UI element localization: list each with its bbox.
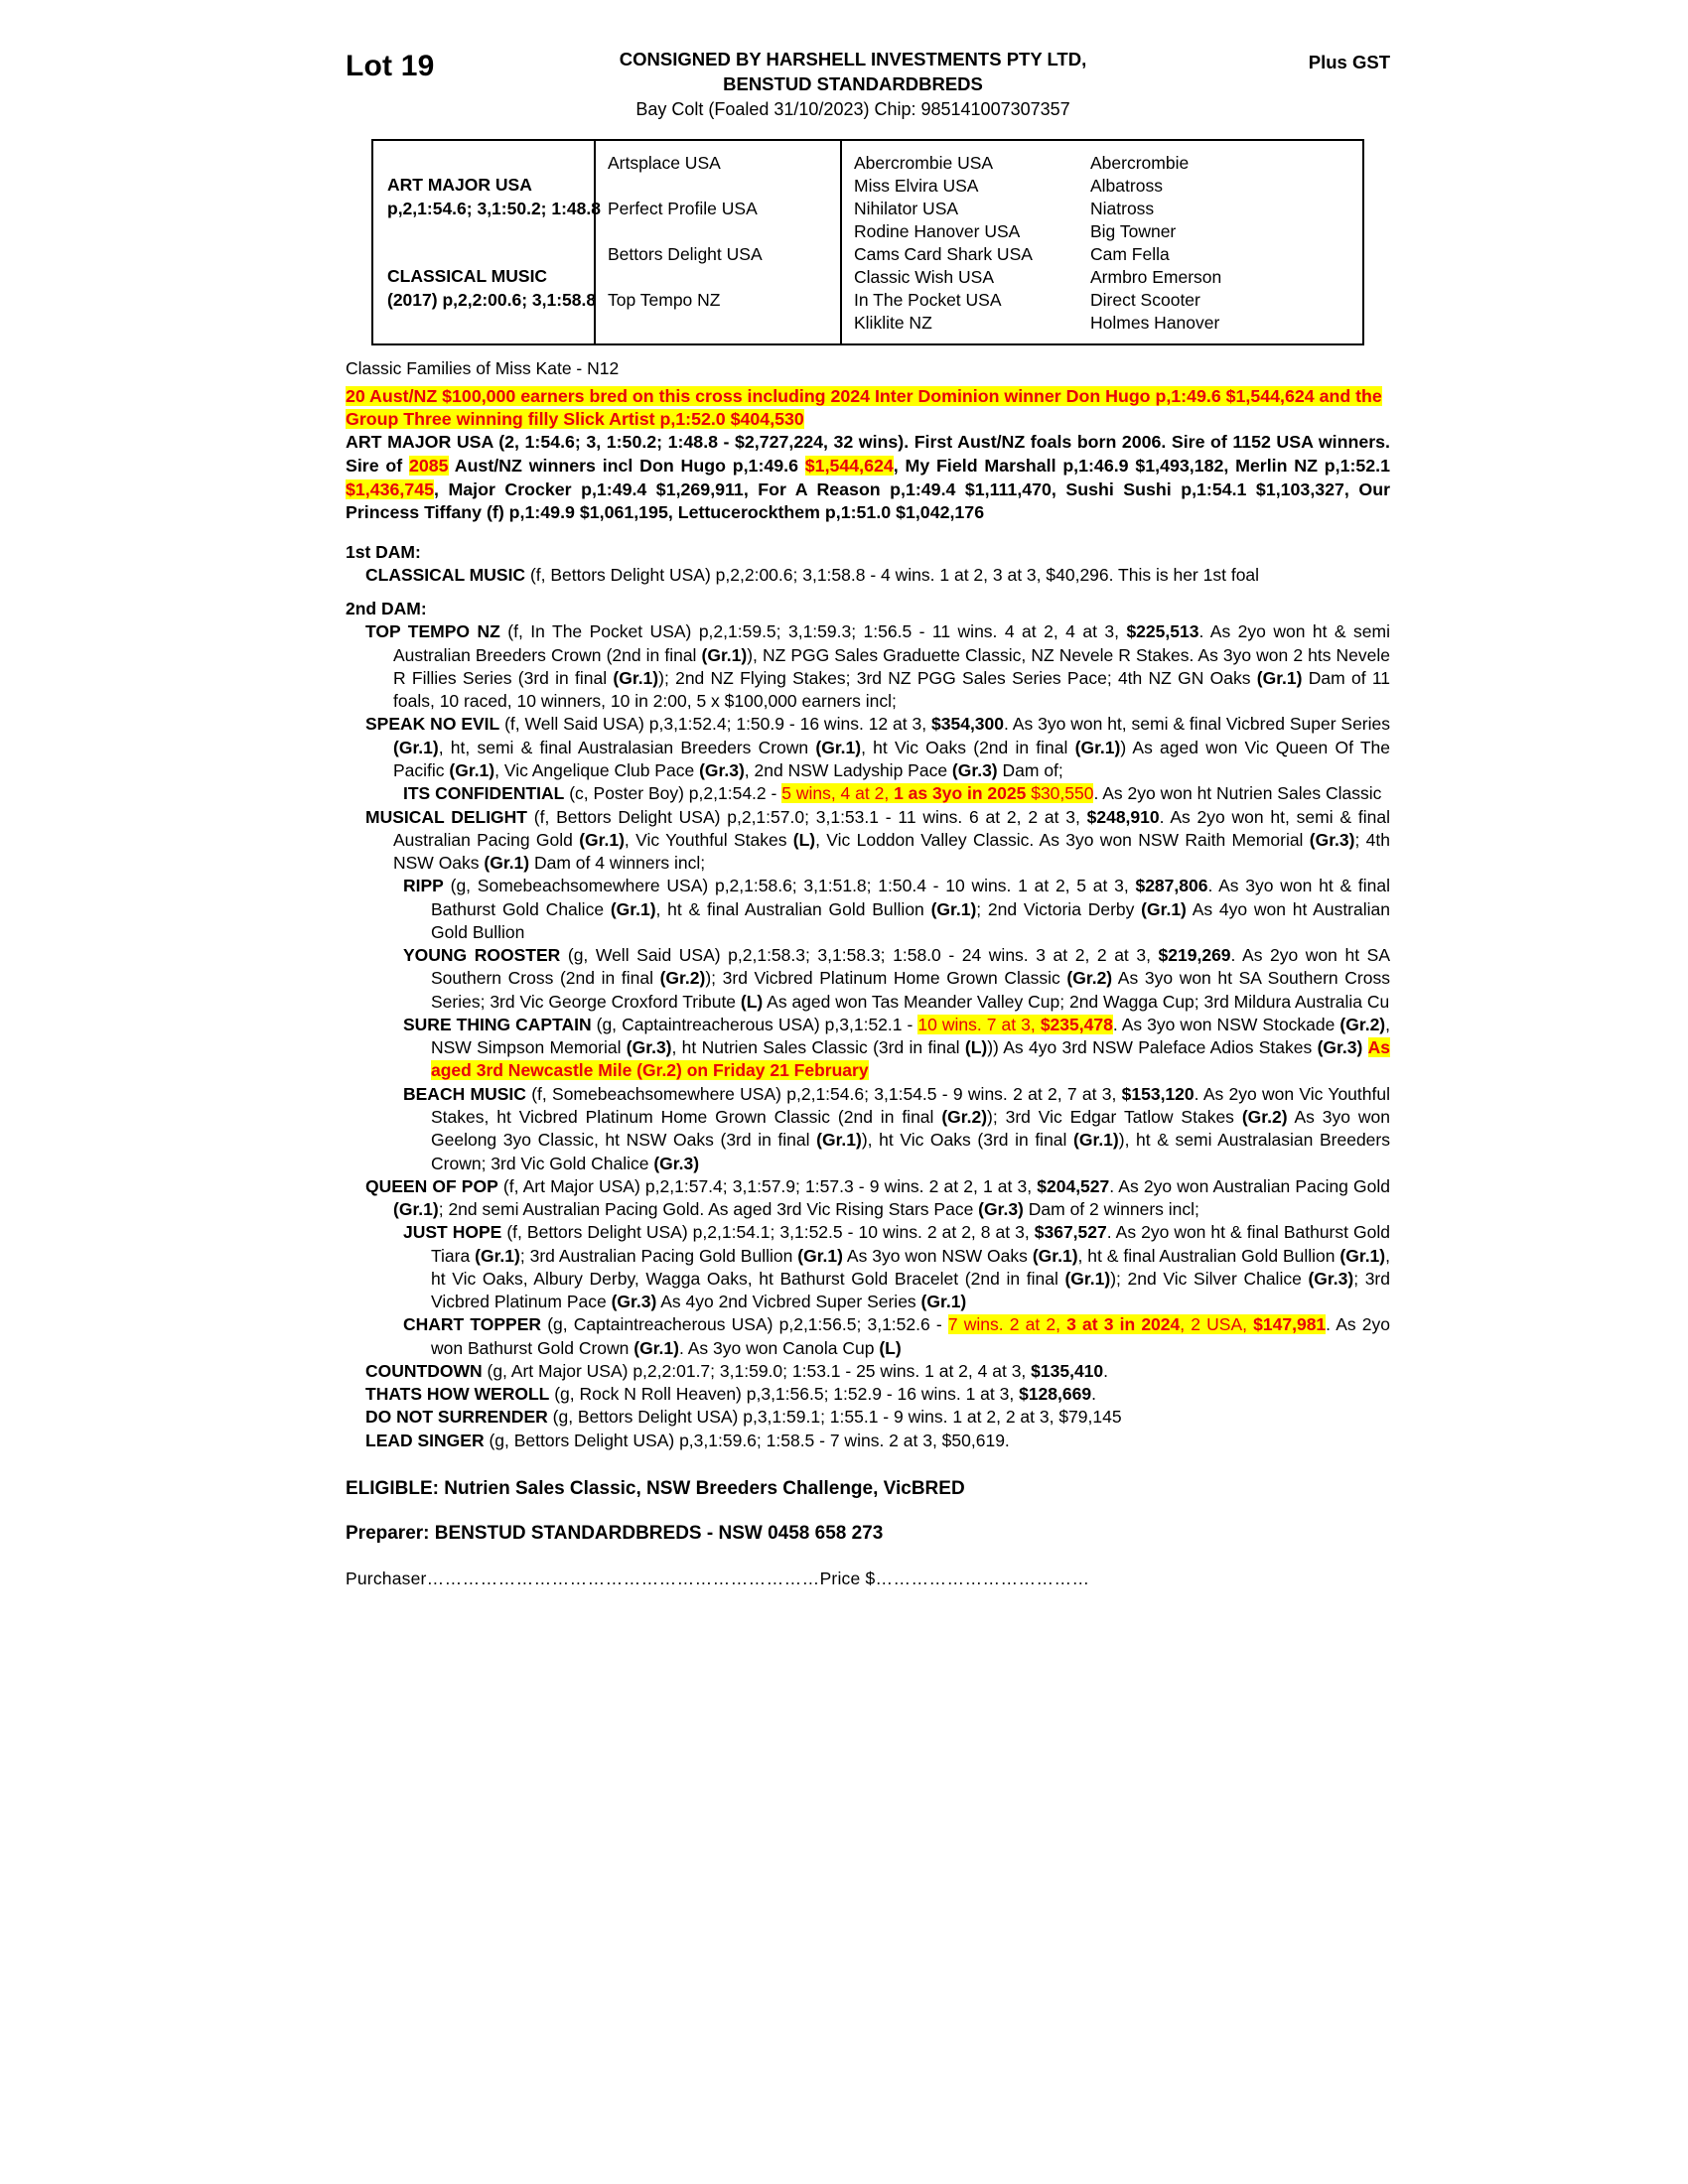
great-grandparent-7: In The Pocket USA [854,290,1002,310]
great-grandparent-3: Nihilator USA [854,199,959,218]
progeny-text-segment: (f, Somebeachsomewhere USA) p,2,1:54.6; 3,1:54.5 - 9 wins. 2 at 2, 7 at 3, [525,1083,1122,1104]
second-dam-gr1: (Gr.1) [701,644,748,665]
progeny-text-segment: (Gr.1) [797,1245,843,1266]
progeny-text-segment: (Gr.1) [393,1199,439,1220]
grandparent-2: Perfect Profile USA [608,199,758,218]
progeny-text-segment: As aged 3rd Newcastle Mile (Gr.2) on Friday 21 February [431,1037,1390,1081]
great-grandparent-1: Abercrombie USA [854,153,994,173]
progeny-text-segment: (Gr.1) [930,898,977,919]
dam-name: CLASSICAL MUSIC [387,266,548,286]
progeny-text-segment: (f, Bettors Delight USA) p,2,1:57.0; 3,1:53.1 - 11 wins. 6 at 2, 2 at 3, [527,806,1087,827]
progeny-text-segment: $153,120 [1121,1083,1195,1104]
progeny-text-segment: (g, Rock N Roll Heaven) p,3,1:56.5; 1:52.9 - 16 wins. 1 at 3, [549,1384,1020,1405]
progeny-name: QUEEN OF POP [365,1175,498,1196]
gg-grandparent-5: Cam Fella [1090,244,1170,264]
progeny-text-segment: (Gr.1) [484,853,530,874]
progeny-text-segment: 5 wins, 4 at 2, [781,783,895,804]
progeny-text-segment: ; 2nd semi Australian Pacing Gold. As aged 3rd Vic Rising Stars Pace [438,1199,979,1220]
progeny-text-segment: (Gr.3) [1308,1268,1354,1289]
gg-grandparent-3: Niatross [1090,199,1155,218]
progeny-text-segment: (L) [964,1037,988,1058]
progeny-text-segment: (Gr.1) [633,1337,679,1358]
progeny-text-segment: , ht, semi & final Australasian Breeders Crown [438,737,816,757]
progeny-entry [346,1221,1390,1313]
progeny-text-segment: $147,981 [1253,1314,1327,1335]
sire-paragraph-t4: , Major Crocker p,1:49.4 $1,269,911, For A Reason p,1:49.4 $1,111,470, Sushi Sushi p,1:54.1 $1,103,327, Our Princess Tiffany (f) p,1:49.9 $1,061,195, Lettucerockthem p,1:51.0 $1,042,176 [346,478,1390,523]
progeny-entry [346,782,1390,805]
progeny-text-segment: (Gr.1) [1073,1130,1119,1151]
progeny-text-segment: (Gr.1) [393,737,439,757]
progeny-name: CHART TOPPER [403,1314,542,1335]
progeny-text-segment: (Gr.1) [449,760,495,781]
preparer-line: Preparer: BENSTUD STANDARDBREDS - NSW 0458 658 273 [346,1523,884,1545]
progeny-text-segment: ; 3rd Australian Pacing Gold Bullion [519,1245,798,1266]
classic-families-line: Classic Families of Miss Kate - N12 [346,358,620,378]
progeny-text-segment: Dam of; [997,760,1063,781]
consignor-block [346,48,1390,96]
progeny-name: COUNTDOWN [365,1360,483,1381]
progeny-text-segment: $287,806 [1135,876,1208,896]
progeny-text-segment: (g, Captaintreacherous USA) p,2,1:56.5; 3,1:52.6 - [541,1314,948,1335]
cross-highlight-note [346,385,1390,431]
progeny-entry [346,806,1390,876]
progeny-text-segment: 7 wins. 2 at 2, [947,1314,1067,1335]
progeny-text-segment: (Gr.1) [815,737,862,757]
progeny-text-segment: ; 3rd Vicbred Platinum Pace [431,1268,1390,1312]
progeny-list [346,713,1390,1452]
progeny-name: YOUNG ROOSTER [403,945,561,966]
great-grandparent-5: Cams Card Shark USA [854,244,1033,264]
progeny-text-segment: ) As aged won Vic Queen Of The Pacific [393,737,1390,781]
progeny-text-segment: ), ht & semi Australasian Breeders Crown; 3rd Vic Gold Chalice [431,1130,1390,1173]
grandparent-1: Artsplace USA [608,153,721,173]
progeny-text-segment: (f, Well Said USA) p,3,1:52.4; 1:50.9 - 16 wins. 12 at 3, [499,714,932,735]
progeny-text-segment: , 2nd NSW Ladyship Pace [744,760,952,781]
gg-grandparent-4: Big Towner [1090,221,1177,241]
progeny-text-segment: $367,527 [1034,1222,1107,1243]
progeny-text-segment: ; 2nd Victoria Derby [976,898,1142,919]
progeny-entry [346,875,1390,944]
grandparent-4: Top Tempo NZ [608,290,721,310]
dam-record: (2017) p,2,2:00.6; 3,1:58.8 [387,290,597,310]
progeny-text-segment: As 3yo won NSW Oaks [842,1245,1033,1266]
progeny-name: ITS CONFIDENTIAL [403,783,565,804]
progeny-text-segment: (Gr.3) [1309,829,1355,850]
progeny-text-segment: $135,410 [1031,1360,1104,1381]
progeny-text-segment: (Gr.1) [1064,1268,1111,1289]
second-dam-t4: ); 2nd NZ Flying Stakes; 3rd NZ PGG Sales Series Pace; 4th NZ GN Oaks [658,667,1257,688]
second-dam-gr3: (Gr.1) [1256,667,1303,688]
progeny-text-segment: (Gr.2) [1339,1014,1386,1034]
purchaser-label: Purchaser [346,1569,427,1589]
sire-paragraph-t1: (2, 1:54.6; 3, 1:50.2; 1:48.8 - $2,727,224, 32 wins). First Aust/NZ foals born 2006. Sire of 1152 USA winners. Sire of [346,432,1390,476]
sire-usa-winners-count: 2085 [409,456,449,476]
progeny-name: LEAD SINGER [365,1430,485,1450]
pedigree-divider-2 [840,141,842,343]
progeny-text-segment: . As 3yo won ht & final Bathurst Gold Chalice [431,876,1390,919]
progeny-text-segment: . As 2yo won ht & final Bathurst Gold Tiara [431,1222,1390,1266]
progeny-text-segment: (Gr.2) [941,1107,988,1127]
price-label: Price $ [819,1569,876,1589]
progeny-text-segment: (Gr.3) [978,1199,1024,1220]
pedigree-table [371,139,1364,345]
progeny-name: JUST HOPE [403,1222,502,1243]
progeny-text-segment: . As 3yo won NSW Stockade [1112,1014,1340,1034]
progeny-text-segment: (g, Well Said USA) p,2,1:58.3; 3,1:58.3; 1:58.0 - 24 wins. 3 at 2, 2 at 3, [560,945,1159,966]
purchaser-footer [346,1568,1390,1590]
progeny-text-segment: (L) [879,1337,902,1358]
progeny-entry [346,1406,1390,1429]
progeny-text-segment: , Vic Youthful Stakes [624,829,793,850]
progeny-text-segment: (Gr.1) [920,1292,967,1312]
progeny-entry [346,944,1390,1014]
progeny-text-segment: (L) [792,829,816,850]
progeny-text-segment: (g, Somebeachsomewhere USA) p,2,1:58.6; 3,1:51.8; 1:50.4 - 10 wins. 1 at 2, 5 at 3, [443,876,1136,896]
gg-grandparent-6: Armbro Emerson [1090,267,1222,287]
progeny-text-segment: (f, Art Major USA) p,2,1:57.4; 3,1:57.9; 1:57.3 - 9 wins. 2 at 2, 1 at 3, [497,1175,1038,1196]
progeny-name: THATS HOW WEROLL [365,1384,550,1405]
sire-record: p,2,1:54.6; 3,1:50.2; 1:48.8 [387,199,601,218]
gg-grandparent-1: Abercrombie [1090,153,1190,173]
first-dam-name: CLASSICAL MUSIC [365,565,526,586]
progeny-text-segment: , ht Nutrien Sales Classic (3rd in final [671,1037,965,1058]
great-grandparent-6: Classic Wish USA [854,267,994,287]
progeny-name: BEACH MUSIC [403,1083,526,1104]
progeny-entry [346,1083,1390,1175]
progeny-text-segment: (Gr.1) [579,829,625,850]
progeny-text-segment: (Gr.1) [1074,737,1121,757]
progeny-text-segment: . As 2yo won Vic Youthful Stakes, ht Vicbred Platinum Home Grown Classic (2nd in final [431,1083,1390,1127]
price-dots-2[interactable]: ………… [1018,1569,1090,1589]
progeny-name: SURE THING CAPTAIN [403,1014,592,1034]
progeny-entry [346,1313,1390,1360]
progeny-text-segment: (Gr.1) [475,1245,520,1266]
page-header [346,48,1390,133]
sire-paragraph-t3: , My Field Marshall p,1:46.9 $1,493,182, Merlin NZ p,1:52.1 [893,456,1391,476]
progeny-text-segment: . As 2yo won ht SA Southern Cross (2nd in final [431,945,1391,989]
progeny-text-segment: . As 2yo won Bathurst Gold Crown [431,1314,1391,1358]
price-dots[interactable]: …………………… [875,1569,1019,1589]
progeny-text-segment: (Gr.3) [699,760,745,781]
progeny-text-segment: As 3yo won ht SA Southern Cross Series; 3rd Vic George Croxford Tribute [431,968,1390,1012]
grandparent-3: Bettors Delight USA [608,244,763,264]
progeny-name: DO NOT SURRENDER [365,1407,548,1428]
progeny-text-segment: ); 2nd Vic Silver Chalice [1110,1268,1309,1289]
sire-earner-1-money: $1,544,624 [804,456,894,476]
progeny-name: RIPP [403,876,444,896]
progeny-text-segment: (Gr.3) [951,760,998,781]
progeny-text-segment: $248,910 [1086,806,1160,827]
progeny-entry [346,1430,1390,1452]
progeny-text-segment: . As 2yo won Australian Pacing Gold [1109,1175,1391,1196]
progeny-text-segment: )) As 4yo 3rd NSW Paleface Adios Stakes [987,1037,1318,1058]
progeny-entry [346,1175,1390,1222]
progeny-text-segment: (c, Poster Boy) p,2,1:54.2 - [564,783,782,804]
sire-paragraph [346,431,1390,525]
progeny-entry [346,1014,1390,1083]
progeny-text-segment: $128,669 [1019,1384,1092,1405]
progeny-text-segment: , ht Vic Oaks, Albury Derby, Wagga Oaks, ht Bathurst Gold Bracelet (2nd in final [431,1245,1390,1289]
gg-grandparent-7: Direct Scooter [1090,290,1200,310]
progeny-entry [346,1383,1390,1406]
progeny-text-segment: (g, Bettors Delight USA) p,3,1:59.1; 1:55.1 - 9 wins. 1 at 2, 2 at 3, $79,145 [547,1407,1122,1428]
progeny-text-segment: 1 as 3yo in 2025 [894,783,1027,804]
progeny-entry [346,713,1390,782]
progeny-name: SPEAK NO EVIL [365,714,500,735]
pedigree-divider-1 [594,141,596,343]
progeny-text-segment: Dam of 2 winners incl; [1023,1199,1199,1220]
gg-grandparent-8: Holmes Hanover [1090,313,1220,333]
cross-note-text: 20 Aust/NZ $100,000 earners bred on this cross including 2024 Inter Dominion winner Don Hugo p,1:49.6 $1,544,624 and the Group Three winning filly Slick Artist p,1:52.0 $404,530 [346,386,1382,430]
progeny-text-segment: , ht & final Australian Gold Bullion [1077,1245,1340,1266]
progeny-text-segment: . [1103,1360,1109,1381]
great-grandparent-2: Miss Elvira USA [854,176,979,196]
progeny-text-segment: . As 3yo won ht, semi & final Vicbred Super Series [1004,714,1391,735]
progeny-text-segment: (Gr.2) [659,968,706,989]
second-dam-t3: ), NZ PGG Sales Graduette Classic, NZ Nevele R Stakes. As 3yo won 2 hts Nevele R Fillies Series (3rd in final [393,644,1390,688]
progeny-text-segment: As 4yo 2nd Vicbred Super Series [656,1292,921,1312]
progeny-text-segment: ; 4th NSW Oaks [393,829,1390,874]
progeny-text-segment: (Gr.1) [610,898,656,919]
progeny-text-segment: , Vic Angelique Club Pace [494,760,700,781]
second-dam-earnings: $225,513 [1126,621,1199,642]
purchaser-dots[interactable]: ………………………………………………………… [426,1569,820,1589]
second-dam-heading: 2nd DAM: [346,599,427,619]
progeny-text-segment: (Gr.1) [1339,1245,1386,1266]
plus-gst-label: Plus GST [1308,52,1390,72]
progeny-entry [346,1360,1390,1383]
progeny-text-segment: (g, Art Major USA) p,2,2:01.7; 3,1:59.0; 1:53.1 - 25 wins. 1 at 2, 4 at 3, [482,1360,1032,1381]
progeny-text-segment: , ht Vic Oaks (2nd in final [861,737,1075,757]
progeny-text-segment: $219,269 [1158,945,1231,966]
progeny-text-segment: . As 2yo won ht, semi & final Australian Pacing Gold [393,806,1390,850]
progeny-text-segment: , NSW Simpson Memorial [431,1014,1391,1058]
progeny-text-segment: (Gr.3) [626,1037,672,1058]
progeny-text-segment: $354,300 [931,714,1005,735]
progeny-text-segment: (g, Bettors Delight USA) p,3,1:59.6; 1:58.5 - 7 wins. 2 at 3, $50,619. [484,1430,1010,1450]
progeny-text-segment: $204,527 [1037,1175,1110,1196]
progeny-text-segment: (Gr.1) [816,1130,862,1151]
progeny-text-segment: (Gr.1) [1032,1245,1078,1266]
progeny-text-segment: (f, Bettors Delight USA) p,2,1:54.1; 3,1:52.5 - 10 wins. 2 at 2, 8 at 3, [501,1222,1035,1243]
second-dam-t5: Dam of 11 foals, 10 raced, 10 winners, 10 in 2:00, 5 x $100,000 earners incl; [393,667,1390,712]
progeny-text-segment: (Gr.2) [1241,1107,1288,1127]
lot-number: Lot 19 [346,50,435,82]
sire-earner-2-money: $1,436,745 [346,478,434,499]
second-dam-gr2: (Gr.1) [613,667,659,688]
first-dam-entry [346,564,1390,587]
first-dam-text: (f, Bettors Delight USA) p,2,2:00.6; 3,1:58.8 - 4 wins. 1 at 2, 3 at 3, $40,296. This is her 1st foal [525,565,1260,586]
progeny-name: MUSICAL DELIGHT [365,806,527,827]
progeny-text-segment [1362,1037,1367,1057]
progeny-text-segment: (Gr.3) [653,1153,700,1173]
second-dam-t1: (f, In The Pocket USA) p,2,1:59.5; 3,1:59.3; 1:56.5 - 11 wins. 4 at 2, 4 at 3, [499,621,1127,642]
progeny-text-segment: (g, Captaintreacherous USA) p,3,1:52.1 - [591,1014,918,1034]
progeny-text-segment: ); 3rd Vicbred Platinum Home Grown Classic [705,968,1067,989]
progeny-text-segment: . [1091,1384,1096,1405]
great-grandparent-4: Rodine Hanover USA [854,221,1021,241]
progeny-text-segment: . As 3yo won Canola Cup [678,1337,880,1358]
progeny-text-segment: , Vic Loddon Valley Classic. As 3yo won NSW Raith Memorial [815,829,1310,850]
foaling-details: Bay Colt (Foaled 31/10/2023) Chip: 985141007307357 [635,99,1070,120]
progeny-text-segment: As 4yo won ht Australian Gold Bullion [431,898,1390,942]
progeny-text-segment: (Gr.2) [1066,968,1113,989]
eligible-line: ELIGIBLE: Nutrien Sales Classic, NSW Breeders Challenge, VicBRED [346,1477,965,1499]
progeny-text-segment: (Gr.3) [611,1292,657,1312]
second-dam-entry [346,620,1390,713]
progeny-text-segment: $30,550 [1026,783,1094,804]
sire-paragraph-t2: Aust/NZ winners incl Don Hugo p,1:49.6 [448,456,805,476]
progeny-text-segment: 10 wins. 7 at 3, [917,1014,1041,1034]
gg-grandparent-2: Albatross [1090,176,1163,196]
consignor-line-1: CONSIGNED BY HARSHELL INVESTMENTS PTY LTD, [619,49,1087,69]
progeny-text-segment: 3 at 3 in 2024 [1066,1314,1181,1335]
pedigree-text-body [346,357,1390,1590]
sire-paragraph-name: ART MAJOR USA [346,432,493,453]
progeny-text-segment: (Gr.1) [1141,898,1187,919]
progeny-text-segment: Dam of 4 winners incl; [529,853,706,874]
great-grandparent-8: Kliklite NZ [854,313,932,333]
progeny-text-segment: ); 3rd Vic Edgar Tatlow Stakes [987,1107,1242,1127]
progeny-text-segment: $235,478 [1040,1014,1113,1034]
second-dam-t2: . As 2yo won ht & semi Australian Breeders Crown (2nd in final [393,621,1391,665]
progeny-text-segment: As aged won Tas Meander Valley Cup; 2nd Wagga Cup; 3rd Mildura Australia Cu [763,991,1390,1012]
second-dam-name: TOP TEMPO NZ [365,621,500,642]
first-dam-heading: 1st DAM: [346,541,421,562]
consignor-line-2: BENSTUD STANDARDBREDS [723,72,983,94]
progeny-text-segment: As 3yo won Geelong 3yo Classic, ht NSW Oaks (3rd in final [431,1107,1390,1151]
progeny-text-segment: , ht & final Australian Gold Bullion [655,898,931,919]
progeny-text-segment: , 2 USA, [1180,1314,1254,1335]
progeny-text-segment: . As 2yo won ht Nutrien Sales Classic [1093,783,1382,804]
progeny-text-segment: (Gr.3) [1317,1037,1363,1058]
progeny-text-segment: (L) [740,991,764,1012]
progeny-text-segment: ), ht Vic Oaks (3rd in final [861,1130,1074,1151]
sire-name: ART MAJOR USA [387,175,532,195]
